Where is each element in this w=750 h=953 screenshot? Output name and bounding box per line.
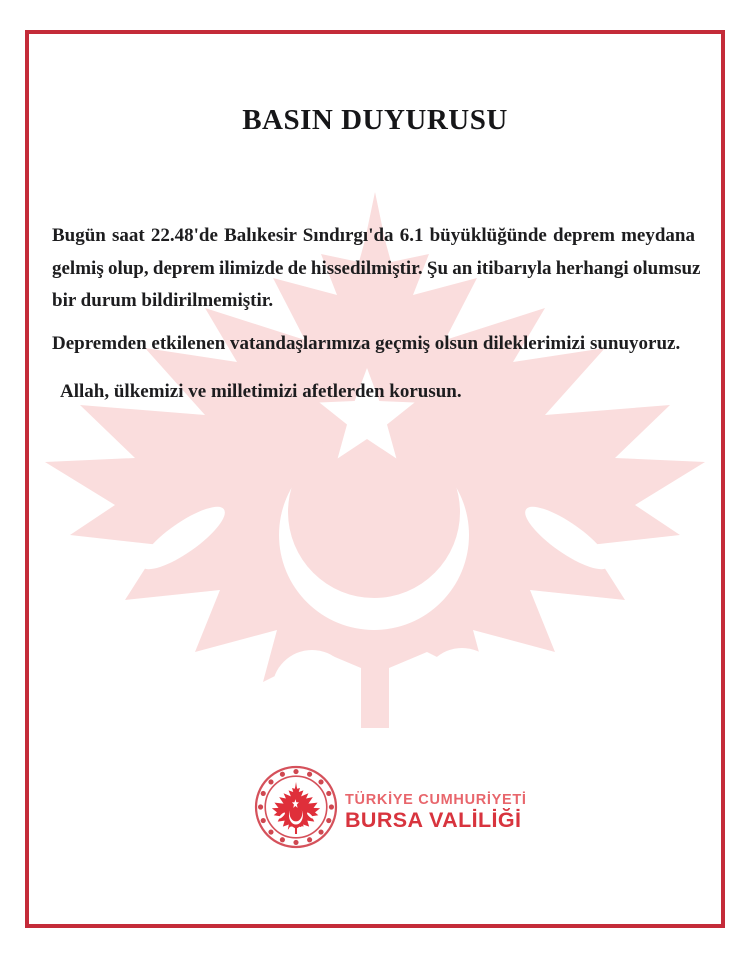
- paragraph-wishes: Depremden etkilenen vatandaşlarımıza geçmiş olsun dileklerimizi sunuyoruz.: [52, 333, 681, 354]
- government-emblem-icon: [253, 764, 339, 850]
- paragraph-announcement: [52, 220, 701, 318]
- paragraph-line: bir durum bildirilmemiştir.: [52, 290, 274, 311]
- logo-country-label: TÜRKİYE CUMHURİYETİ: [345, 792, 527, 808]
- paragraph-prayer: Allah, ülkemizi ve milletimizi afetlerden korusun.: [60, 381, 462, 402]
- logo-governorship-label: BURSA VALİLİĞİ: [345, 808, 522, 832]
- page-title: BASIN DUYURUSU: [242, 104, 508, 136]
- paragraph-line: Bugün saat 22.48'de Balıkesir Sındırgı'da 6.1 büyüklüğünde deprem meydana: [52, 225, 695, 246]
- paragraph-line: gelmiş olup, deprem ilimizde de hissedilmiştir. Şu an itibarıyla herhangi olumsuz: [52, 257, 701, 279]
